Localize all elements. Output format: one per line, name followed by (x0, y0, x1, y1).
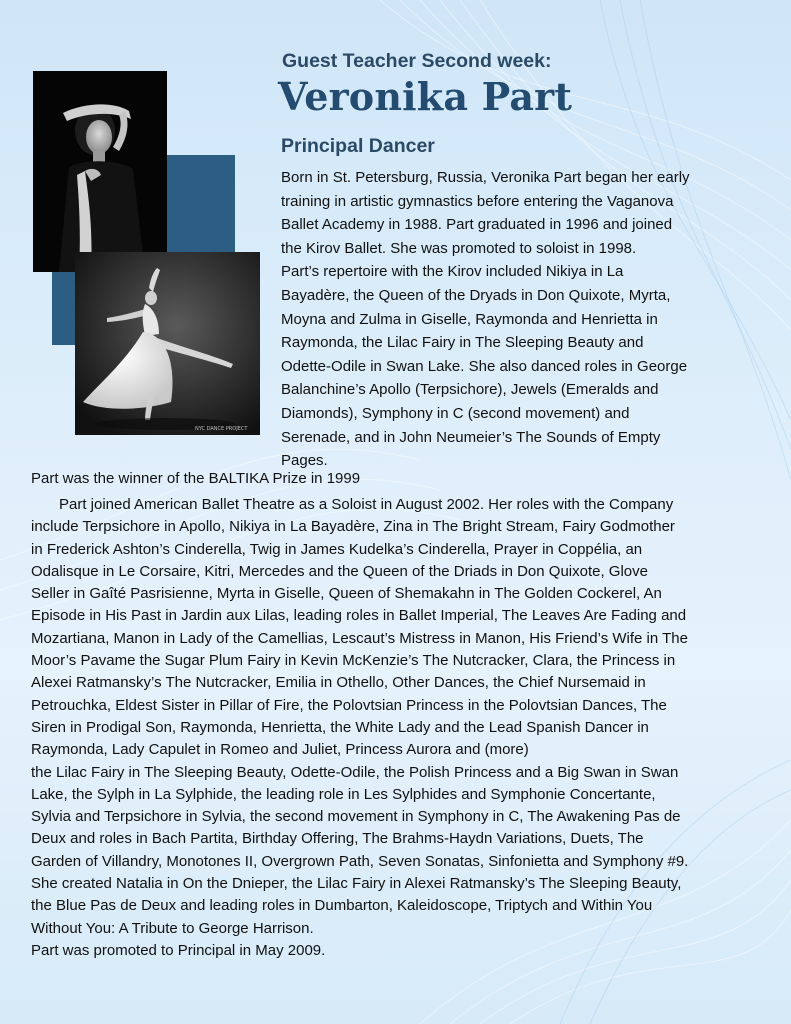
bio-line: Part’s repertoire with the Kirov included Nikiya in La (281, 263, 624, 281)
prize-line: Part was the winner of the BALTIKA Prize in 1999 (31, 470, 361, 487)
bio-line: Odalisque in Le Corsaire, Kitri, Mercedes and the Queen of the Driads in Don Quixote, Glove (31, 562, 648, 580)
bio-line: Episode in His Past in Jardin aux Lilas, leading roles in Ballet Imperial, The Leaves Are Fading and (31, 607, 687, 625)
bio-line: Garden of Villandry, Monotones II, Overgrown Path, Seven Sonatas, Sinfonietta and Symphony #9. (31, 852, 689, 870)
bio-line: Moor’s Pavame the Sugar Plum Fairy in Kevin McKenzie’s The Nutcracker, Clara, the Princess in (31, 652, 676, 670)
bio-line: Bayadère, the Queen of the Dryads in Don Quixote, Myrta, (281, 286, 671, 304)
photo-watermark: NYC DANCE PROJECT (195, 426, 248, 432)
dancer-photo (75, 252, 260, 435)
bio-line: training in artistic gymnastics before entering the Vaganova (281, 192, 674, 210)
bio-line: Balanchine’s Apollo (Terpsichore), Jewels (Emeralds and (281, 381, 659, 399)
bio-line: Lake, the Sylph in La Sylphide, the leading role in Les Sylphides and Symphonie Concertante, (31, 785, 656, 803)
bio-line: Seller in Gaîté Pasrisienne, Myrta in Giselle, Queen of Shemakahn in The Golden Cockerel, An (31, 585, 662, 603)
bio-line: the Kirov Ballet. She was promoted to soloist in 1998. (281, 239, 637, 257)
bio-line: Diamonds), Symphony in C (second movement) and (281, 404, 630, 422)
portrait-photo (33, 71, 167, 272)
bio-line: Born in St. Petersburg, Russia, Veronika Part began her early (281, 169, 690, 186)
bio-line: Raymonda, the Lilac Fairy in The Sleeping Beauty and (281, 334, 644, 352)
closing-line: Part was promoted to Principal in May 2009. (31, 941, 326, 959)
bio-line: the Blue Pas de Deux and leading roles in Dumbarton, Kaleidoscope, Triptych and Within You (31, 897, 653, 915)
bio-line: Raymonda, Lady Capulet in Romeo and Juliet, Princess Aurora and (more) (31, 741, 529, 759)
abt-paragraph (31, 494, 776, 962)
page-title: Veronika Part (278, 74, 573, 119)
guest-teacher-kicker: Guest Teacher Second week: (282, 50, 552, 72)
bio-line: Alexei Ratmansky’s The Nutcracker, Emilia in Othello, Other Dances, the Chief Nursemaid in (31, 674, 646, 692)
bio-line: She created Natalia in On the Dnieper, the Lilac Fairy in Alexei Ratmansky’s The Sleeping Beauty, (31, 875, 682, 893)
bio-line: Pages. (281, 452, 328, 470)
bio-line: in Frederick Ashton’s Cinderella, Twig in James Kudelka’s Cinderella, Prayer in Coppélia, an (31, 540, 643, 558)
bio-line: Odette-Odile in Swan Lake. She also danced roles in George (281, 357, 688, 375)
bio-line: Siren in Prodigal Son, Raymonda, Henrietta, the White Lady and the Lead Spanish Dancer in (31, 718, 649, 736)
bio-line: Without You: A Tribute to George Harrison. (31, 919, 314, 937)
bio-line: Serenade, and in John Neumeier’s The Sounds of Empty (281, 428, 661, 446)
bio-line: the Lilac Fairy in The Sleeping Beauty, Odette-Odile, the Polish Princess and a Big Swan in Swan (31, 763, 679, 781)
bio-line: Part joined American Ballet Theatre as a Soloist in August 2002. Her roles with the Company (59, 496, 674, 513)
bio-line: Deux and roles in Bach Partita, Birthday Offering, The Brahms-Haydn Variations, Duets, The (31, 830, 644, 848)
bio-line: Ballet Academy in 1988. Part graduated in 1996 and joined (281, 216, 673, 234)
role-subtitle: Principal Dancer (281, 135, 435, 157)
bio-line: Mozartiana, Manon in Lady of the Camellias, Lescaut’s Mistress in Manon, His Friend’s Wife in The (31, 629, 688, 647)
bio-line: include Terpsichore in Apollo, Nikiya in La Bayadère, Zina in The Bright Stream, Fairy Godmother (31, 518, 675, 536)
intro-paragraph (281, 166, 761, 473)
bio-line: Petrouchka, Eldest Sister in Pillar of Fire, the Polovtsian Princess in the Polovtsian Dances, The (31, 696, 667, 714)
bio-line: Sylvia and Terpsichore in Sylvia, the second movement in Symphony in C, The Awakening Pas de (31, 808, 681, 826)
bio-line: Moyna and Zulma in Giselle, Raymonda and Henrietta in (281, 310, 658, 328)
